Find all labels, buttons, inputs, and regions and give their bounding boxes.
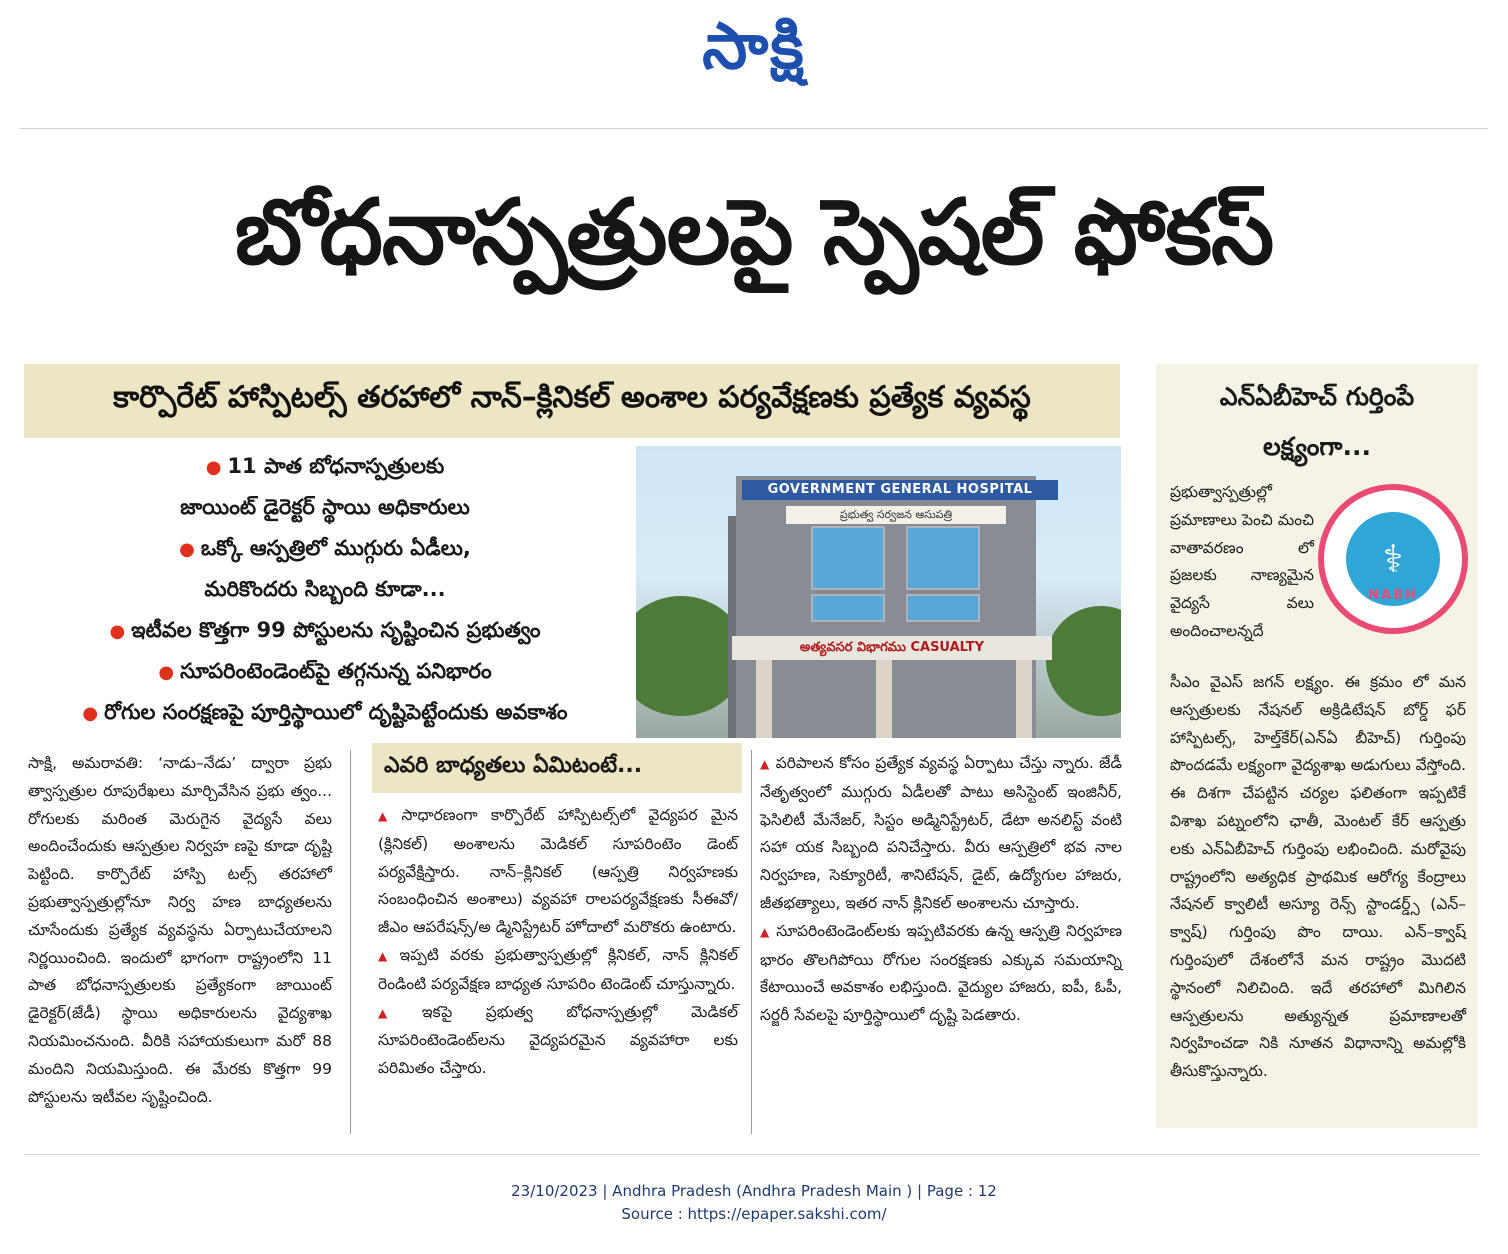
highlight-item: ● రోగుల సంరక్షణపై పూర్తిస్థాయిలో దృష్టిపెట్టేందుకు అవకాశం xyxy=(82,700,568,724)
footer-dateline: 23/10/2023 | Andhra Pradesh (Andhra Pradesh Main ) | Page : 12 xyxy=(511,1182,997,1200)
nabh-badge-icon xyxy=(1318,484,1468,634)
highlights-list xyxy=(24,446,626,733)
top-divider xyxy=(20,128,1488,129)
list-item: ▲ ఇప్పటి వరకు ప్రభుత్వాస్పత్రుల్లో క్లినికల్‌, నాన్‌ క్లినికల్‌ రెండింటి పర్యవేక్షణ బాధ్యత సూపరిం టెండెంట్‌ చూస్తున్నారు. xyxy=(378,945,738,993)
window xyxy=(906,594,980,622)
list-item: ▲ సాధారణంగా కార్పొరేట్‌ హాస్పిటల్స్‌లో వైద్యపర మైన (క్లినికల్‌) అంశాలను మెడికల్‌ సూపరింటెం డెంట్‌ పర్యవేక్షిస్తారు. నాన్‌–క్లినికల్‌ (ఆస్పత్రి నిర్వహణకు సంబంధించిన అంశాలు) వ్యవహా రాలపర్యవేక్షణకు సీఈవో/జీఎం ఆపరేషన్స్‌/అ డ్మినిస్ట్రేటర్‌ హోదాలో మరొకరు ఉంటారు. xyxy=(378,806,739,937)
triangle-bullet-icon: ▲ xyxy=(378,809,396,823)
telugu-sign: ప్రభుత్వ సర్వజన ఆసుపత్రి xyxy=(786,506,1006,524)
highlight-item: ● సూపరింటెండెంట్‌పై తగ్గనున్న పనిభారం xyxy=(158,659,492,683)
sidebar-text-narrow: ప్రభుత్వాస్పత్రుల్లో ప్రమాణాలు పెంచి మంచి వాతావరణం లో ప్రజలకు నాణ్యమైన వైద్యసే వలు అందించాలన్నదే xyxy=(1170,483,1314,640)
triangle-bullet-icon: ▲ xyxy=(760,757,770,771)
list-item: ▲ పరిపాలన కోసం ప్రత్యేక వ్యవస్థ ఏర్పాటు చేస్తు న్నారు. జేడీ నేతృత్వంలో ముగ్గురు ఏడీలతో పాటు అసిస్టెంట్‌ ఇంజినీర్‌, ఫెసిలిటీ మేనేజర్‌, సిస్టం అడ్మినిస్ట్రేటర్‌, డేటా అనలిస్ట్‌ వంటి సహా యక సిబ్బంది పనిచేస్తారు. వీరు ఆస్పత్రిలో భవ నాల నిర్వహణ, సెక్యూరిటీ, శానిటేషన్‌, డైట్‌, ఉద్యోగుల హాజరు, జీతభత్యాలు, ఇతర నాన్‌ క్లినికల్‌ అంశాలను చూస్తారు. xyxy=(760,754,1122,912)
list-item: ▲ ఇకపై ప్రభుత్వ బోధనాస్పత్రుల్లో మెడికల్‌ సూపరింటెండెంట్‌లను వైద్యపరమైన వ్యవహారా లకు పరిమితం చేస్తారు. xyxy=(378,1002,738,1078)
caduceus-icon: ⚕ xyxy=(1382,537,1404,581)
bullet-dot-icon: ● xyxy=(82,703,99,724)
highlight-item: ● ఇటీవల కొత్తగా 99 పోస్టులను సృష్టించిన ప్రభుత్వం xyxy=(109,618,541,642)
triangle-bullet-icon: ▲ xyxy=(760,924,771,939)
bullet-dot-icon: ● xyxy=(109,621,126,642)
column-divider xyxy=(350,750,351,1134)
responsibilities-heading-band xyxy=(372,743,742,793)
nabh-label: NABH xyxy=(1368,588,1418,603)
pillar xyxy=(876,660,892,738)
hospital-photo xyxy=(636,446,1121,738)
footer-source: Source : https://epaper.sakshi.com/ xyxy=(621,1205,887,1223)
article-column-1: సాక్షి, అమరావతి: ‘నాడు–నేడు’ ద్వారా ప్రభు త్వాస్పత్రుల రూపురేఖలు మార్చివేసిన ప్రభు త్వం... రోగులకు మరింత మెరుగైన వైద్యసే వలు అందించేందుకు ఆస్పత్రుల నిర్వహ ణపై కూడా దృష్టి పెట్టింది. కార్పొరేట్‌ హాస్పి టల్స్‌ తరహాలో ప్రభుత్వాస్పత్రుల్లోనూ నిర్వ హణ బాధ్యతలను చూసేందుకు ప్రత్యేక వ్యవస్థను ఏర్పాటుచేయాలని నిర్ణయించింది. ఇందులో భాగంగా రాష్ట్రంలోని 11 పాత బోధనాస్పత్రులకు ప్రత్యేకంగా జాయింట్‌ డైరెక్టర్‌(జేడీ) స్థాయి అధికారులను వైద్యశాఖ నియమించనుంది. వీరికి సహాయకులుగా మరో 88 మందిని నియమిస్తుంది. ఈ మేరకు కొత్తగా 99 పోస్టులను ఇటీవల సృష్టించింది. xyxy=(28,754,332,1106)
responsibilities-heading: ఎవరి బాధ్యతలు ఏమిటంటే... xyxy=(384,753,643,778)
highlight-item: ● ఒక్కో ఆస్పత్రిలో ముగ్గురు ఏడీలు, xyxy=(179,536,471,560)
masthead-logo: సాక్షి xyxy=(702,10,806,84)
window xyxy=(906,526,980,590)
sidebar-text-wide: సీఎం వైఎస్‌ జగన్‌ లక్ష్యం. ఈ క్రమం లో మన ఆస్పత్రులకు నేషనల్‌ అక్రిడిటేషన్‌ బోర్డ్‌ ఫర్‌ హాస్పిటల్స్‌, హెల్త్‌కేర్‌(ఎన్‌ఏ బీహెచ్‌) గుర్తింపు పొందడమే లక్ష్యంగా వైద్యశాఖ అడుగులు వేస్తోంది. ఈ దిశగా చేపట్టిన చర్యల ఫలితంగా ఇప్పటికే విశాఖ పట్నంలోని ఛాతీ, మెంటల్‌ కేర్‌ ఆస్పత్రు లకు ఎన్‌ఏబీహెచ్‌ గుర్తింపు లభించింది. మరోవైపు రాష్ట్రంలోని అత్యధిక ప్రాథమిక ఆరోగ్య కేంద్రాలు నేషనల్‌ క్వాలిటీ అస్యూ రెన్స్‌ స్టాండర్డ్స్‌ (ఎన్‌–క్వాష్‌) గుర్తింపు పొం దాయి. ఎన్‌–క్వాష్‌ గుర్తింపులో దేశంలోనే మన రాష్ట్రం మొదటి స్థానంలో నిలిచింది. ఇదే తరహాలో మిగిలిన ఆస్పత్రులను అత్యున్నత ప్రమాణాలతో నిర్వహించడా నికి నూతన విధానాన్ని అమల్లోకి తీసుకొస్తున్నారు. xyxy=(1170,673,1466,1081)
triangle-bullet-icon: ▲ xyxy=(378,1005,416,1020)
bullet-dot-icon: ● xyxy=(179,539,195,560)
pillar xyxy=(756,660,772,738)
hospital-sign: GOVERNMENT GENERAL HOSPITAL xyxy=(742,480,1058,500)
article-column-3 xyxy=(760,750,1122,1030)
casualty-sign: అత్యవసర విభాగము CASUALTY xyxy=(732,636,1052,660)
triangle-bullet-icon: ▲ xyxy=(378,948,394,963)
list-item: ▲ సూపరింటెండెంట్‌లకు ఇప్పటివరకు ఉన్న ఆస్పత్రి నిర్వహణ భారం తొలగిపోయి రోగుల సంరక్షణకు ఎక్కువ సమయాన్ని కేటాయించే అవకాశం లభిస్తుంది. వైద్యుల హాజరు, ఐపీ, ఓపీ, సర్జరీ సేవలపై పూర్తిస్థాయిలో దృష్టి పెడతారు. xyxy=(760,921,1122,1025)
window xyxy=(811,594,885,622)
bullet-dot-icon: ● xyxy=(205,457,222,478)
highlight-item: ● 11 పాత బోధనాస్పత్రులకు xyxy=(205,454,445,478)
headline: బోధనాస్పత్రులపై స్పెషల్‌ ఫోకస్‌ xyxy=(234,180,1274,285)
highlight-item: జాయింట్‌ డైరెక్టర్‌ స్థాయి అధికారులు xyxy=(180,495,470,519)
window xyxy=(811,526,885,590)
column-divider xyxy=(751,750,752,1134)
highlight-item: మరికొందరు సిబ్బంది కూడా... xyxy=(204,577,446,601)
bottom-divider xyxy=(24,1154,1480,1155)
bullet-dot-icon: ● xyxy=(158,662,175,683)
subhead-band xyxy=(24,364,1120,438)
sidebar-box xyxy=(1156,364,1478,1128)
pillar xyxy=(1016,660,1032,738)
subhead-text: కార్పొరేట్‌ హాస్పిటల్స్‌ తరహాలో నాన్‌–క్లినికల్‌ అంశాల పర్యవేక్షణకు ప్రత్యేక వ్యవస్థ xyxy=(113,380,1031,415)
article-column-2 xyxy=(378,802,738,1083)
sidebar-title: ఎన్‌ఏబీహెచ్‌ గుర్తింపే లక్ష్యంగా... xyxy=(1219,382,1415,461)
tree-shape xyxy=(1046,606,1121,716)
